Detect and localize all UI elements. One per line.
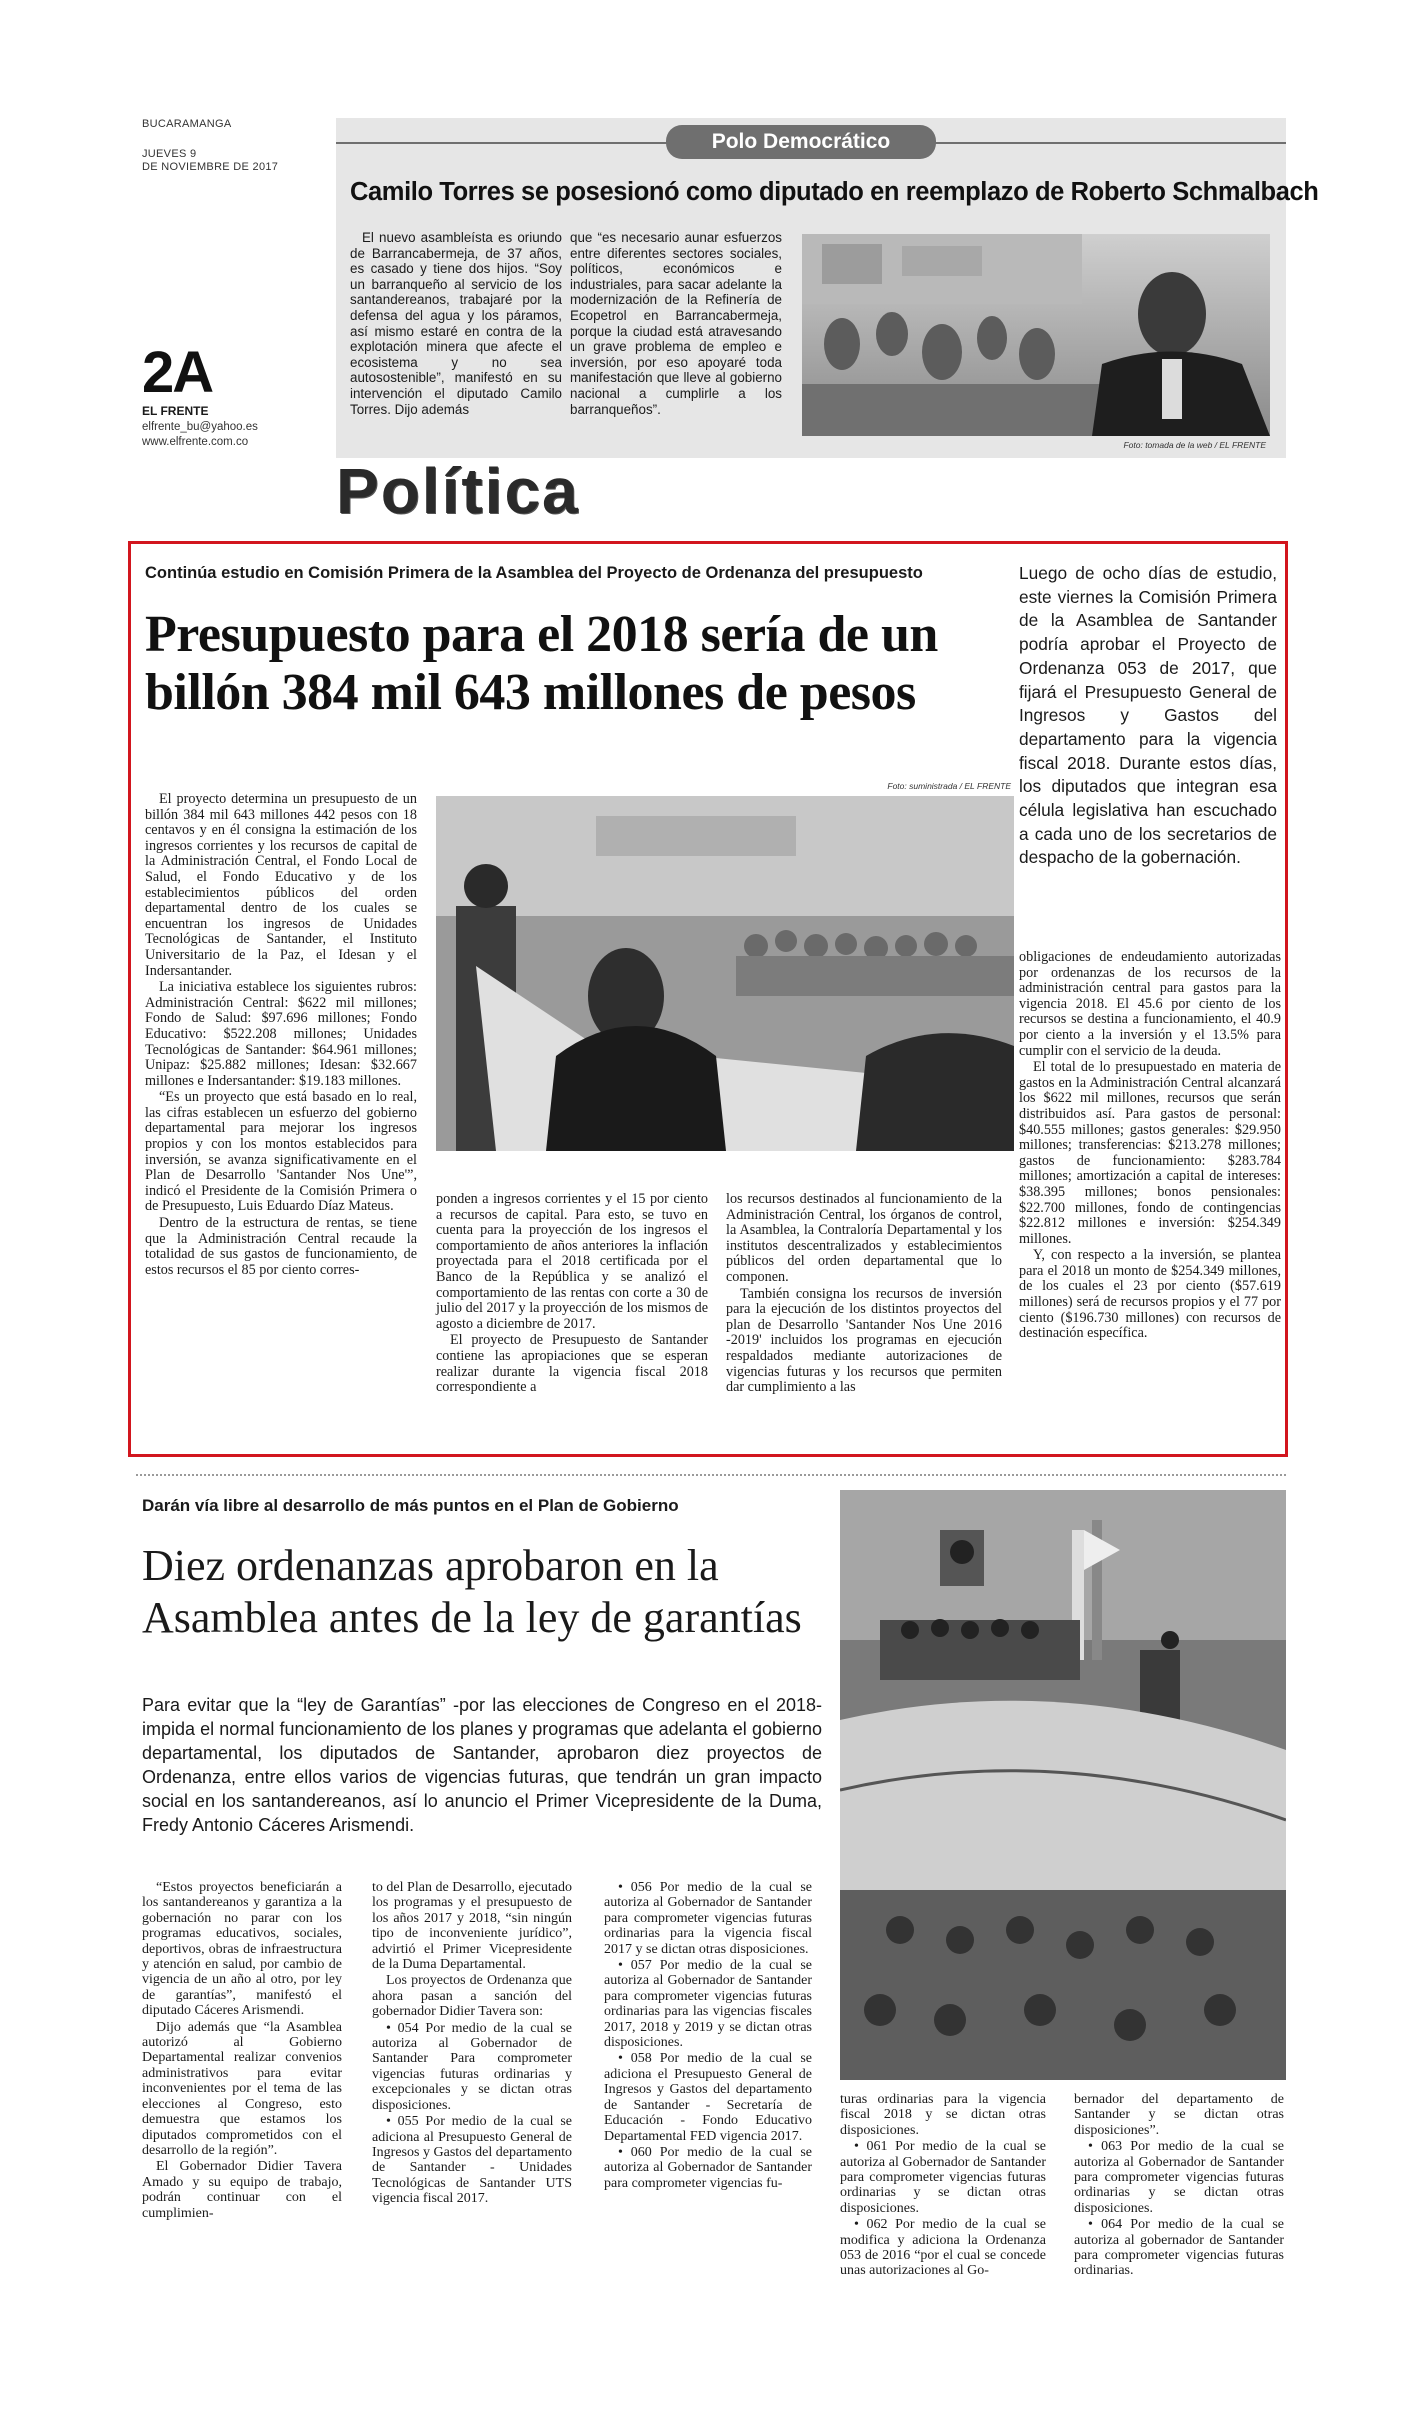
date-line-1: JUEVES 9: [142, 148, 197, 160]
paragraph: El proyecto de Presupuesto de Santander contiene las apropiaciones que se esperan realizar durante la vigencia fiscal 2018 correspondiente a: [436, 1332, 708, 1396]
paragraph: ponden a ingresos corrientes y el 15 por ciento a recursos de capital. Para esto, se tuvo en cuenta para la proyección de los ingresos el comportamiento de años anteriores la inflación proyectada para el 2018 certificada por el Banco de la República y se analizó el comportamiento de las rentas con corte a 30 de julio del 2017 y la proyección de los mismos de agosto a diciembre de 2017.: [436, 1191, 708, 1332]
ordenanzas-headline-line-2: Asamblea antes de la ley de garantías: [142, 1593, 802, 1642]
list-item: • 063 Por medio de la cual se autoriza al Gobernador de Santander para comprometer vigencias futuras ordinarias y se dictan otras disposiciones.: [1074, 2139, 1284, 2216]
paragraph: La iniciativa establece los siguientes rubros: Administración Central: $622 mil millones; Fondo de Salud: $97.696 millones; Fondo Educativo: $522.208 millones; Unidades Tecnológicas de Santander: $64.961 millones; Unipaz: $25.882 millones; Idesan: $32.667 millones e Indersantander: $19.183 millones.: [145, 979, 417, 1089]
presupuesto-col-3: [726, 1192, 1002, 1397]
paragraph: obligaciones de endeudamiento autorizadas por ordenanzas de los recursos de la administración central para gastos para la vigencia 2018. El 45.6 por ciento de los recursos se destina a funcionamiento, el 40.9 por ciento a la inversión y el 13.5% para cumplir con el servicio de la deuda.: [1019, 949, 1281, 1059]
list-item: • 060 Por medio de la cual se autoriza al Gobernador de Santander para comprometer vigencias fu-: [604, 2144, 812, 2191]
polo-col-1-text: El nuevo asambleísta es oriundo de Barrancabermeja, de 37 años, es casado y tiene dos hijos. “Soy un barranqueño al servicio de los santandereanos, trabajaré por la defensa del agua y los páramos, así mismo estaré en contra de la explotación minera que afecte el ecosistema y no sea autosostenible”, manifestó en su intervención el diputado Camilo Torres. Dijo además: [350, 230, 562, 417]
city-label: BUCARAMANGA: [142, 118, 232, 130]
polo-col-2-text: que “es necesario aunar esfuerzos entre diferentes sectores sociales, políticos, económicos e industriales, para sacar adelante la modernización de la Refinería de Ecopetrol en Barrancabermeja, porque la ciudad está atravesando un grave problema de empleo e inversión, por eso apoyaré toda manifestación que lleve al gobierno nacional a cumplirle a los barranqueños”.: [570, 230, 782, 417]
list-item: • 054 Por medio de la cual se autoriza al Gobernador de Santander Para comprometer vigencias futuras ordinarias y excepcionales y se dictan otras disposiciones.: [372, 2020, 572, 2113]
paragraph: “Es un proyecto que está basado en lo real, las cifras establecen un esfuerzo del gobierno departamental para mejorar los ingresos propios y con los montos establecidos para inversión, se avanza significativamente en el Plan de Desarrollo 'Santander Nos Une'”, indicó el Presidente de la Comisión Primera o de Presupuesto, Luis Eduardo Díaz Mateus.: [145, 1089, 417, 1215]
list-item: bernador del departamento de Santander y se dictan otras disposiciones”.: [1074, 2092, 1284, 2138]
presupuesto-col-2: [436, 1192, 708, 1397]
paragraph: El proyecto determina un presupuesto de un billón 384 mil 643 millones 442 pesos con 18 centavos y en él consigna la estimación de los ingresos corrientes y los recursos de capital de la Administración Central, el Fondo Local de Salud, el Fondo Educativo y de los establecimientos públicos del orden departamental dentro de los cuales se encuentran los ingresos de Unidades Tecnológicas de Santander, el Instituto Universitario de la Paz, el Idesan y el Indersantander.: [145, 791, 417, 979]
paragraph: Los proyectos de Ordenanza que ahora pasan a sanción del gobernador Didier Tavera son:: [372, 1973, 572, 2020]
polo-col-2: [570, 230, 782, 417]
presupuesto-article: [128, 541, 1288, 1457]
ordenanzas-headline-line-1: Diez ordenanzas aprobaron en la: [142, 1541, 719, 1590]
paper-email: elfrente_bu@yahoo.es: [142, 421, 258, 433]
paragraph: los recursos destinados al funcionamiento de la Administración Central, los órganos de control, la Asamblea, la Contraloría Departamental y los institutos descentralizados y establecimientos públicos del orden departamental que lo componen.: [726, 1191, 1002, 1285]
ordenanzas-col-1: [142, 1880, 342, 2222]
presupuesto-kicker: Continúa estudio en Comisión Primera de la Asamblea del Proyecto de Ordenanza del presupuesto: [145, 564, 923, 582]
ordenanzas-photo: [840, 1490, 1286, 2080]
ordenanzas-kicker: Darán vía libre al desarrollo de más puntos en el Plan de Gobierno: [142, 1496, 679, 1515]
list-item: • 061 Por medio de la cual se autoriza al Gobernador de Santander para comprometer vigencias futuras ordinarias y se dictan otras disposiciones.: [840, 2139, 1046, 2216]
presupuesto-photo: [436, 796, 1014, 1151]
paragraph: También consigna los recursos de inversión para la ejecución de los distintos proyectos del plan de Desarrollo 'Santander Nos Une 2016 -2019' incluidos los programas en ejecución respaldados mediante autorizaciones de vigencias futuras y los recursos que permiten dar cumplimiento a las: [726, 1285, 1002, 1396]
ordenanzas-lead: Para evitar que la “ley de Garantías” -por las elecciones de Congreso en el 2018- impida el normal funcionamiento de los planes y programas que adelanta el gobierno departamental, los diputados de Santander, aprobaron diez proyectos de Ordenanza, entre ellos varios de vigencias futuras, que tendrán un gran impacto social en los santandereanos, así lo anuncio el Primer Vicepresidente de la Duma, Fredy Antonio Cáceres Arismendi.: [142, 1695, 822, 1835]
presupuesto-lead: Luego de ocho días de estudio, este viernes la Comisión Primera de la Asamblea de Santander podría aprobar el Proyecto de Ordenanza 053 de 2017, que fijará el Presupuesto General de Ingresos y Gastos del departamento para la vigencia fiscal 2018. Durante estos días, los diputados que integran esa célula legislativa han escuchado a cada uno de los secretarios de despacho de la gobernación.: [1019, 563, 1277, 868]
lead-spacer: [1014, 554, 1017, 864]
paragraph: El Gobernador Didier Tavera Amado y su equipo de trabajo, podrán continuar con el cumplimien-: [142, 2159, 342, 2221]
ordenanzas-col-3: [604, 1880, 812, 2192]
polo-photo: [802, 234, 1270, 436]
list-item: • 055 Por medio de la cual se adiciona al Presupuesto General de Ingresos y Gastos del departamento de Santander - Unidades Tecnológicas de Santander UTS vigencia fiscal 2017.: [372, 2114, 572, 2207]
paragraph: Dijo además que “la Asamblea autorizó al Gobierno Departamental realizar convenios administrativos para evitar inconvenientes por el tema de las elecciones al Congreso, esto demuestra que estamos los diputados comprometidos con el desarrollo de la región”.: [142, 2019, 342, 2158]
paper-name: EL FRENTE: [142, 404, 209, 418]
presupuesto-col-1: [145, 792, 417, 1279]
polo-photo-credit: Foto: tomada de la web / EL FRENTE: [1123, 440, 1266, 450]
paragraph: to del Plan de Desarrollo, ejecutado los programas y el presupuesto de los años 2017 y 2018, “sin ningún tipo de inconveniente jurídico”, advirtió el Primer Vicepresidente de la Duma Departamental.: [372, 1880, 572, 1973]
list-item: • 064 Por medio de la cual se autoriza al gobernador de Santander para comprometer vigencias futuras ordinarias.: [1074, 2217, 1284, 2279]
ordenanzas-col-5: [1074, 2092, 1284, 2280]
paragraph: Y, con respecto a la inversión, se plantea para el 2018 un monto de $254.349 millones, de los cuales el 23 por ciento ($57.619 millones) será de recursos propios y el 77 por ciento ($196.730 millones) con recursos de destinación específica.: [1019, 1247, 1281, 1342]
ordenanzas-headline: [142, 1540, 842, 1644]
date-line: [142, 148, 278, 174]
page-number: 2A: [142, 340, 213, 405]
ordenanzas-photo-image: [840, 1490, 1286, 2080]
paragraph: Dentro de la estructura de rentas, se tiene que la Administración Central recaude la totalidad de sus gastos de funcionamiento, de estos recursos el 85 por ciento corres-: [145, 1215, 417, 1278]
list-item: • 062 Por medio de la cual se modifica y adiciona la Ordenanza 053 de 2016 “por el cual se concede unas autorizaciones al Go-: [840, 2217, 1046, 2279]
presupuesto-headline: Presupuesto para el 2018 sería de un billón 384 mil 643 millones de pesos: [145, 606, 938, 721]
list-item: turas ordinarias para la vigencia fiscal 2018 y se dictan otras disposiciones.: [840, 2092, 1046, 2138]
section-divider: [136, 1474, 1286, 1476]
presupuesto-photo-credit: Foto: suministrada / EL FRENTE: [887, 781, 1011, 791]
list-item: • 056 Por medio de la cual se autoriza al Gobernador de Santander para comprometer vigencias futuras ordinarias para la vigencia fiscal 2017 y se dictan otras disposiciones.: [604, 1880, 812, 1957]
polo-photo-image: [802, 234, 1270, 436]
list-item: • 058 Por medio de la cual se adiciona el Presupuesto General de Ingresos y Gastos del departamento de Santander - Secretaría de Educación - Fondo Educativo Departamental FED vigencia 2017.: [604, 2051, 812, 2144]
polo-tag: Polo Democrático: [666, 125, 936, 159]
section-title: Política: [336, 455, 580, 527]
presupuesto-col-4: [1019, 950, 1281, 1343]
paper-website: www.elfrente.com.co: [142, 436, 249, 448]
paragraph: El total de lo presupuestado en materia de gastos en la Administración Central alcanzará los $622 mil millones, recursos que serán distribuidos así. Para gastos de personal: $40.555 millones; gastos generales: $29.950 millones; transferencias: $213.278 millones; gastos de funcionamiento: $283.784 millones; amortización a capital de intereses: $38.395 millones; bonos pensionales: $22.700 millones, fondo de contingencias $22.812 millones e inversión: $254.349 millones.: [1019, 1059, 1281, 1247]
list-item: • 057 Por medio de la cual se autoriza al Gobernador de Santander para comprometer vigencias futuras ordinarias para las vigencias fiscales 2017, 2018 y 2019 y se dictan otras disposiciones.: [604, 1958, 812, 2051]
ordenanzas-col-4: [840, 2092, 1046, 2280]
date-line-2: DE NOVIEMBRE DE 2017: [142, 161, 279, 173]
polo-article: [336, 118, 1319, 458]
polo-col-1: [350, 230, 562, 417]
presupuesto-photo-image: [436, 796, 1014, 1151]
polo-headline: Camilo Torres se posesionó como diputado en reemplazo de Roberto Schmalbach: [350, 178, 1319, 206]
paragraph: “Estos proyectos beneficiarán a los santandereanos y garantiza a la gobernación no parar con los programas educativos, sociales, deportivos, obras de infraestructura y atención en salud, por cambio de vigencia de un año al otro, por ley de garantías”, manifestó el diputado Cáceres Arismendi.: [142, 1880, 342, 2019]
ordenanzas-col-2: [372, 1880, 572, 2208]
